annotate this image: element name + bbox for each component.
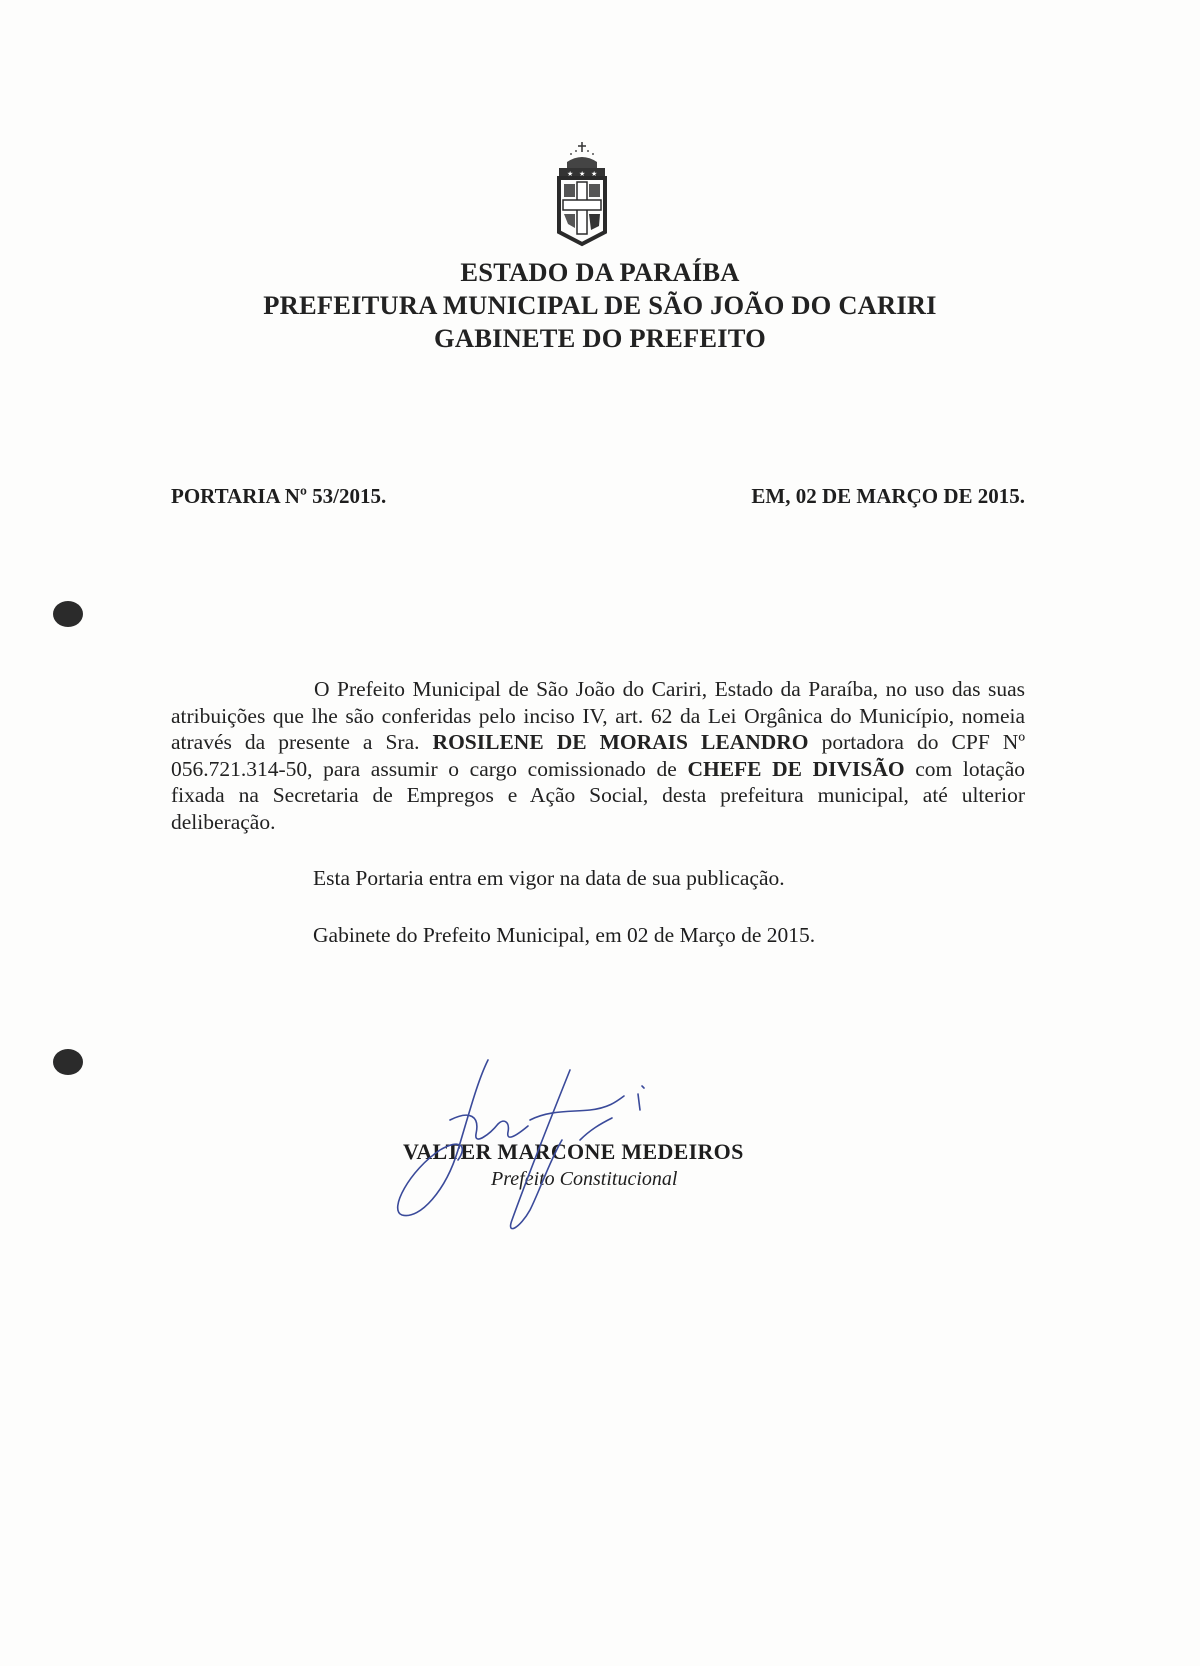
effective-clause: Esta Portaria entra em vigor na data de sua publicação. [313, 866, 785, 890]
signatory-name: VALTER MARCONE MEDEIROS [403, 1139, 744, 1164]
paragraph-end: com lotação fixada na Secretaria de Empregos e Ação Social, desta prefeitura municipal, até ulterior deliberação. [171, 756, 1025, 834]
state-name: ESTADO DA PARAÍBA [460, 257, 740, 287]
portaria-date: EM, 02 DE MARÇO DE 2015. [751, 484, 1025, 508]
signatory-title: Prefeito Constitucional [491, 1168, 678, 1190]
letterhead [0, 256, 1200, 355]
appointee-name: ROSILENE DE MORAIS LEANDRO [432, 730, 809, 754]
punch-hole-top [53, 601, 83, 627]
svg-text:★: ★ [567, 170, 574, 178]
position-title: CHEFE DE DIVISÃO [687, 756, 905, 781]
appointment-paragraph [171, 676, 1025, 835]
svg-text:★: ★ [579, 170, 586, 178]
office-name: GABINETE DO PREFEITO [434, 323, 766, 353]
paragraph-middle: portadora do CPF Nº 056.721.314-50, para assumir o cargo comissionado de [171, 730, 1025, 781]
paragraph-intro: O Prefeito Municipal de São João do Cariri, Estado da Paraíba, no uso das suas atribuições que lhe são conferidas pelo inciso IV, art. 62 da Lei Orgânica do Município, nomeia através da presente a Sra. [171, 677, 1025, 754]
handwritten-signature [380, 1050, 710, 1240]
municipal-crest-icon [555, 140, 609, 252]
svg-text:★: ★ [591, 170, 598, 178]
punch-hole-bottom [53, 1049, 83, 1075]
portaria-number: PORTARIA Nº 53/2015. [171, 484, 387, 508]
place-date-line: Gabinete do Prefeito Municipal, em 02 de Março de 2015. [313, 923, 816, 947]
municipality-name: PREFEITURA MUNICIPAL DE SÃO JOÃO DO CARIRI [263, 290, 937, 320]
